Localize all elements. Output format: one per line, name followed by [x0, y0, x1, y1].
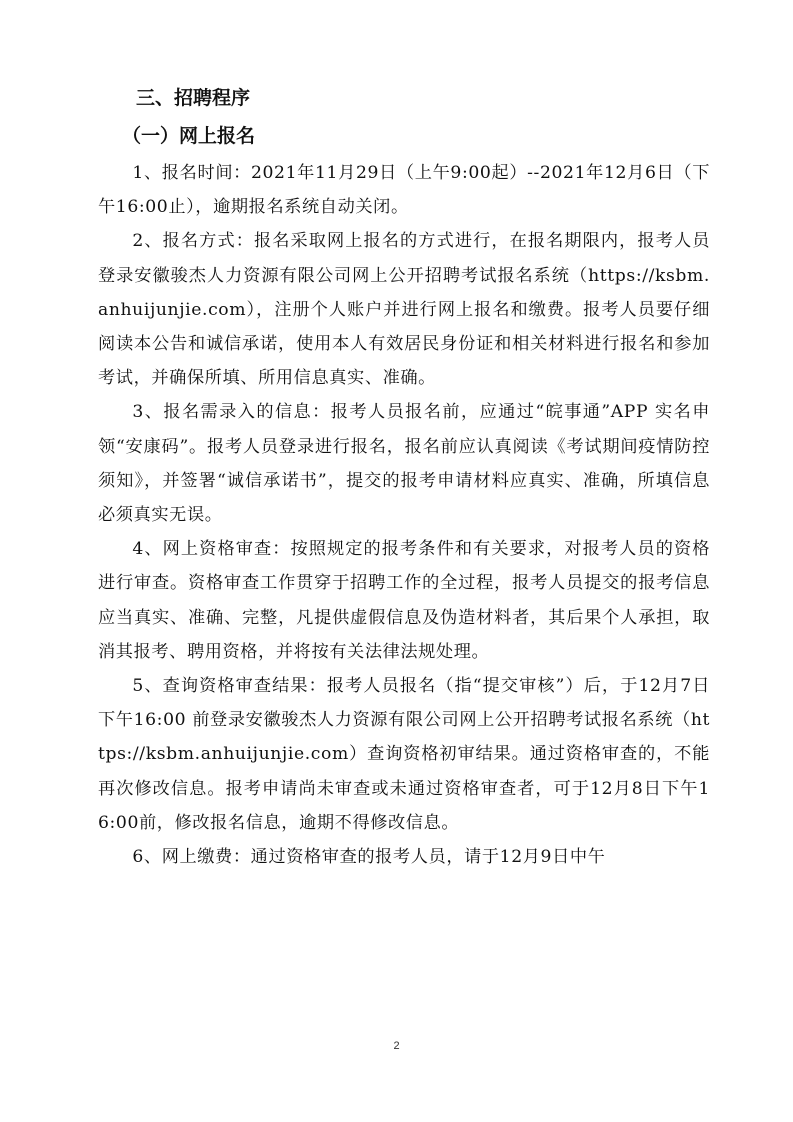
subsection-title: （一）网上报名: [122, 125, 256, 147]
paragraph-registration-method: 2、报名方式：报名采取网上报名的方式进行，在报名期限内，报考人员登录安徽骏杰人力资源有限公司网上公开招聘考试报名系统（https://ksbm.anhuijunjie.com），注册个人账户并进行网上报名和缴费。报考人员要仔细阅读本公告和诚信承诺，使用本人有效居民身份证和相关材料进行报名和参加考试，并确保所填、所用信息真实、准确。: [98, 231, 710, 389]
paragraph-required-information: 3、报名需录入的信息：报考人员报名前，应通过“皖事通”APP 实名申领“安康码”。报考人员登录进行报名，报名前应认真阅读《考试期间疫情防控须知》，并签署“诚信承诺书”，提交的报考申请材料应真实、准确，所填信息必须真实无误。: [98, 402, 710, 526]
paragraph-online-qualification-review: 4、网上资格审查：按照规定的报考条件和有关要求，对报考人员的资格进行审查。资格审查工作贯穿于招聘工作的全过程，报考人员提交的报考信息应当真实、准确、完整，凡提供虚假信息及伪造材料者，其后果个人承担，取消其报考、聘用资格，并将按有关法律法规处理。: [98, 539, 710, 662]
paragraph-online-payment: 6、网上缴费：通过资格审查的报考人员，请于12月9日中午: [132, 847, 606, 868]
document-body: [98, 80, 710, 874]
page-number: 2: [393, 1040, 400, 1052]
section-title: 三、招聘程序: [136, 87, 251, 109]
paragraph-review-result-query: 5、查询资格审查结果：报考人员报名（指“提交审核”）后，于12月7日下午16:00 前登录安徽骏杰人力资源有限公司网上公开招聘考试报名系统（https://ksbm.anhuijunjie.com）查询资格初审结果。通过资格审查的，不能再次修改信息。报考申请尚未审查或未通过资格审查者，可于12月8日下午16:00前，修改报名信息，逾期不得修改信息。: [98, 676, 710, 833]
paragraph-registration-time: 1、报名时间：2021年11月29日（上午9:00起）--2021年12月6日（下午16:00止），逾期报名系统自动关闭。: [98, 163, 710, 218]
